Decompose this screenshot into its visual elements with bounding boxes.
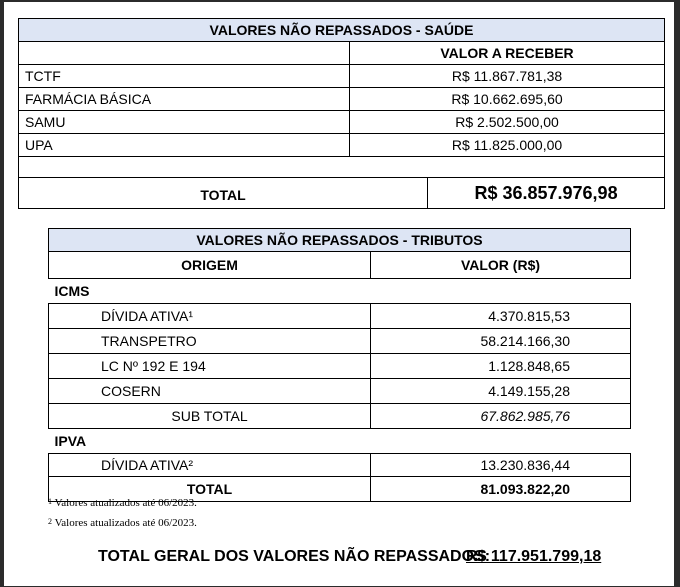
saude-row-value: R$ 11.867.781,38 (350, 65, 665, 88)
grand-total-label: TOTAL GERAL DOS VALORES NÃO REPASSADOS: (98, 548, 491, 565)
footnote (48, 497, 197, 509)
icms-row-label: LC Nº 192 E 194 (49, 354, 371, 379)
footnote-text: Valores atualizados até 06/2023. (54, 517, 197, 529)
saude-row-value: R$ 2.502.500,00 (350, 111, 665, 134)
table-row (49, 454, 631, 477)
footnote-text: Valores atualizados até 06/2023. (54, 497, 197, 509)
icms-row-label: DÍVIDA ATIVA¹ (49, 304, 371, 329)
table-row (19, 88, 665, 111)
icms-row-value: 1.128.848,65 (371, 354, 631, 379)
ipva-row-value: 13.230.836,44 (371, 454, 631, 477)
tributos-total-value: 81.093.822,20 (371, 477, 631, 502)
saude-row-label: TCTF (19, 65, 350, 88)
saude-total-label: TOTAL (19, 178, 428, 209)
tributos-col-valor: VALOR (R$) (371, 252, 631, 279)
tributos-total-label: TOTAL (49, 477, 371, 502)
saude-table (18, 18, 665, 209)
table-row (49, 354, 631, 379)
saude-title: VALORES NÃO REPASSADOS - SAÚDE (19, 19, 665, 42)
table-row (19, 111, 665, 134)
tributos-table (48, 228, 631, 502)
saude-col-header: VALOR A RECEBER (350, 42, 665, 65)
document-page (4, 2, 674, 586)
icms-row-value: 4.370.815,53 (371, 304, 631, 329)
table-row (19, 134, 665, 157)
grand-total-value: R$ 117.951.799,18 (466, 548, 602, 565)
saude-row-label: SAMU (19, 111, 350, 134)
saude-row-value: R$ 11.825.000,00 (350, 134, 665, 157)
table-row (49, 329, 631, 354)
icms-label: ICMS (54, 283, 90, 299)
footnote (48, 517, 197, 529)
saude-row-label: UPA (19, 134, 350, 157)
footnote-mark: 1 (48, 497, 52, 506)
tributos-title: VALORES NÃO REPASSADOS - TRIBUTOS (49, 229, 631, 252)
table-row (19, 65, 665, 88)
table-row (49, 304, 631, 329)
table-row (49, 379, 631, 404)
ipva-label: IPVA (54, 433, 87, 449)
saude-row-value: R$ 10.662.695,60 (350, 88, 665, 111)
icms-row-value: 58.214.166,30 (371, 329, 631, 354)
icms-row-label: COSERN (49, 379, 371, 404)
footnote-mark: 2 (48, 517, 52, 526)
tributos-col-origem: ORIGEM (49, 252, 371, 279)
subtotal-value: 67.862.985,76 (371, 404, 631, 429)
icms-row-label: TRANSPETRO (49, 329, 371, 354)
subtotal-label: SUB TOTAL (49, 404, 371, 429)
saude-row-label: FARMÁCIA BÁSICA (19, 88, 350, 111)
saude-total-value: R$ 36.857.976,98 (428, 178, 665, 209)
icms-row-value: 4.149.155,28 (371, 379, 631, 404)
ipva-row-label: DÍVIDA ATIVA² (49, 454, 371, 477)
